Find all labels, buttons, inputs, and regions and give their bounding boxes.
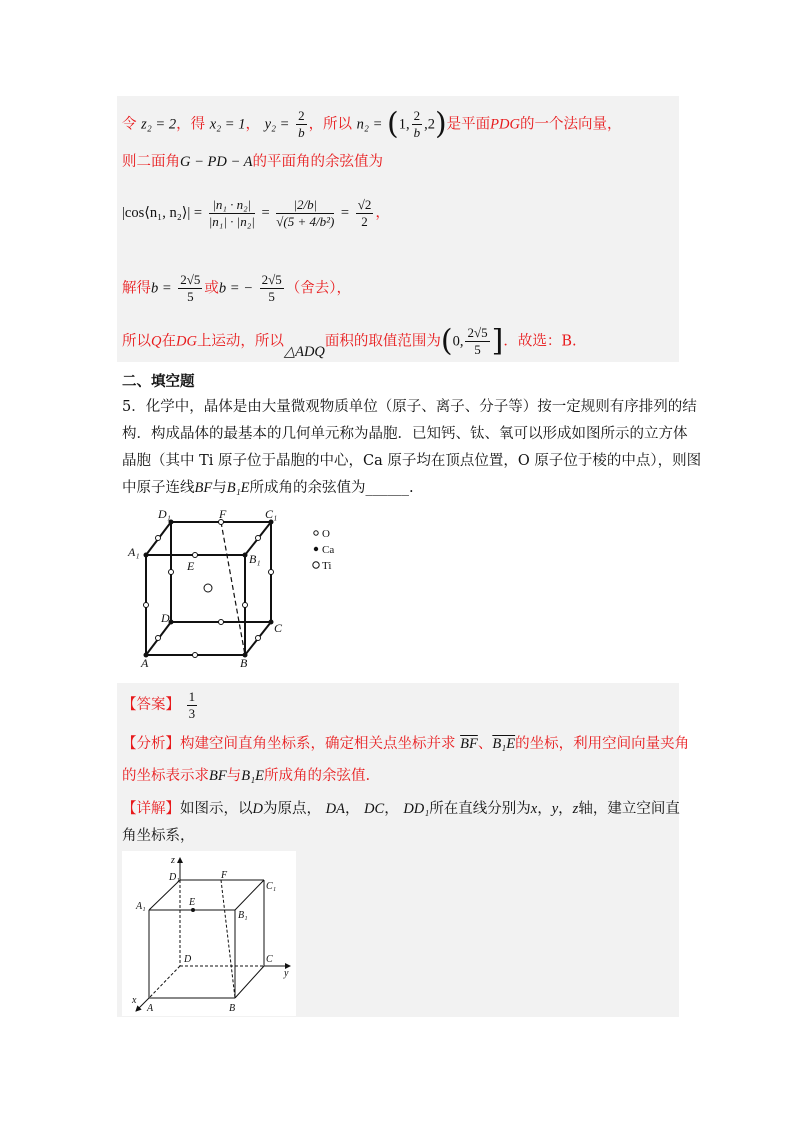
segment-name: BF (209, 768, 227, 784)
label-A: A (147, 1003, 154, 1014)
label-C1: C₁ (266, 881, 277, 892)
detail-line-2: 角坐标系， (122, 828, 195, 844)
segment-name: DD₁ (403, 801, 430, 817)
denominator: √(5 + 4/b²) (276, 213, 335, 229)
vector: $\overline{BF}$ (460, 736, 478, 752)
text: 轴，建立空间直 (578, 801, 680, 817)
label-D: D (184, 954, 192, 965)
equation: x₂ = 1 (209, 116, 246, 133)
text: 所在直线分别为 (429, 801, 531, 817)
analysis-line-1 (122, 734, 689, 754)
text: 的坐标表示求 (122, 768, 209, 784)
fraction (465, 325, 489, 358)
text: 所成角的余弦值. (263, 768, 371, 784)
label-F: F (219, 507, 227, 521)
vector-component: ,2 (424, 116, 435, 133)
text: 则二面角 (122, 154, 180, 170)
vector: B₁E (492, 736, 516, 752)
legend-Ti: Ti (322, 560, 332, 572)
equals: = (261, 205, 270, 221)
text: 解得 (122, 280, 151, 297)
denominator: 5 (474, 342, 481, 357)
question-line-3: 晶胞（其中 Ti 原子位于晶胞的中心，Ca 原子均在顶点位置，O 原子位于棱的中点），则图 (122, 453, 702, 469)
text: （舍去）， (285, 280, 351, 297)
vector-component: 1, (398, 116, 410, 133)
answer-tag: 【答案】 (122, 697, 180, 713)
numerator: 2√5 (261, 272, 282, 287)
solution-line-2 (122, 152, 383, 172)
question-line-1: 5．化学中，晶体是由大量微观物质单位（原子、离子、分子等）按一定规则有序排列的结 (122, 399, 697, 415)
equation: y₂ = (264, 116, 290, 133)
axis-name: y (551, 801, 559, 817)
text: 或 (204, 280, 219, 297)
axis-label-x: x (132, 995, 137, 1006)
numerator: 2 (298, 108, 305, 123)
numerator: 2√5 (467, 325, 488, 340)
segment-name: BF (194, 480, 213, 496)
label-E: E (189, 897, 196, 908)
legend (313, 528, 335, 572)
text: 上运动，所以 (196, 333, 284, 350)
numerator: 2 (413, 108, 421, 123)
text: 在 (161, 333, 176, 350)
denominator: |n₁| · |n₂| (208, 213, 255, 229)
text: 构建空间直角坐标系，确定相关点坐标并求 (180, 736, 456, 752)
label-C: C (274, 621, 283, 635)
label-A: A (141, 656, 149, 670)
text: 所成角的余弦值为______. (249, 480, 414, 496)
answer-line (122, 687, 199, 723)
label-B1: B₁ (238, 910, 248, 921)
equation: |cos⟨n₁, n₂⟩| = (122, 205, 203, 221)
fraction (412, 108, 423, 141)
solution-line-1 (122, 108, 621, 141)
label-B: B (229, 1003, 236, 1014)
text: 中原子连线 (122, 480, 195, 496)
fraction (178, 272, 202, 305)
solution-line-4 (122, 272, 351, 305)
bracket: ] (491, 323, 504, 359)
range-start: 0, (452, 333, 464, 350)
label-B1: B₁ (249, 552, 261, 566)
solution-line-5 (122, 325, 577, 358)
fraction (209, 197, 255, 230)
coordinate-cube-figure (122, 851, 296, 1016)
axis-label-y: y (284, 968, 289, 979)
label-E: E (187, 559, 195, 573)
numerator: |2/b| (276, 197, 334, 214)
question-line-4 (122, 478, 414, 498)
legend-O: O (322, 528, 330, 540)
triangle-name: △ADQ (283, 343, 325, 360)
equation: b = − (218, 280, 253, 297)
detail-line-1 (122, 799, 680, 819)
text: ， (245, 116, 260, 133)
fraction (356, 197, 374, 230)
numerator: 1 (188, 688, 196, 704)
label-F: F (221, 870, 228, 881)
question-line-2: 构．构成晶体的最基本的几何单元称为晶胞．已知钙、钛、氧可以形成如图所示的立方体 (122, 426, 688, 442)
paren: ) (434, 106, 447, 142)
axis-name: x (530, 801, 538, 817)
crystal-cell-figure (120, 505, 370, 675)
vector: n₂ = (356, 116, 383, 133)
text: 如图示，以 (180, 801, 253, 817)
text: 所以 (122, 333, 151, 350)
text: 的一个法向量， (519, 116, 622, 133)
point-name: Q (151, 333, 162, 350)
denominator: b (413, 125, 421, 140)
legend-Ca: Ca (322, 544, 335, 556)
label-D1: D₁ (158, 507, 171, 521)
fraction (296, 108, 307, 141)
segment-name: B₁E (241, 768, 264, 784)
detail-tag: 【详解】 (122, 801, 180, 817)
numerator: √2 (357, 196, 372, 212)
angle-name: G − PD − A (180, 154, 253, 170)
text: ， (375, 205, 390, 221)
denominator: 2 (361, 213, 368, 229)
equation: b = (151, 280, 172, 297)
analysis-tag: 【分析】 (122, 736, 180, 752)
text: ， (344, 801, 360, 817)
text: ， (384, 801, 399, 817)
text: 面积的取值范围为 (324, 333, 441, 350)
label-A1: A₁ (136, 901, 146, 912)
paren: ( (440, 323, 453, 359)
text: 的平面角的余弦值为 (252, 154, 383, 170)
numerator: 2√5 (180, 272, 201, 287)
axis-name: z (572, 801, 579, 817)
text: ，所以 (308, 116, 353, 133)
denominator: b (298, 125, 305, 140)
label-D: D (161, 611, 170, 625)
section-title: 二、填空题 (122, 374, 195, 390)
equals: = (340, 205, 350, 221)
numerator: |n₁ · n₂| (209, 197, 255, 214)
text: ， (558, 801, 573, 817)
label-C1: C₁ (265, 507, 278, 521)
solution-line-3 (122, 183, 390, 243)
label-A1: A₁ (128, 545, 140, 559)
text: ，得 (176, 116, 206, 133)
point-name: D (252, 801, 263, 817)
label-C: C (266, 954, 273, 965)
text: 的坐标，利用空间向量夹角 (515, 736, 690, 752)
text: ．故选：B. (503, 333, 577, 350)
segment-name: DC (364, 801, 385, 817)
text: 与 (212, 480, 227, 496)
text: 与 (226, 768, 242, 784)
analysis-line-2 (122, 766, 370, 786)
text: ， (537, 801, 552, 817)
fraction (260, 272, 284, 305)
denominator: 5 (187, 289, 194, 304)
segment-name: DG (175, 333, 197, 350)
segment-name: B₁E (226, 480, 250, 496)
fraction (276, 197, 334, 230)
text: 令 (122, 116, 137, 133)
axis-label-z: z (171, 855, 175, 866)
paren: ( (386, 106, 399, 142)
label-B: B (240, 656, 248, 670)
text: 是平面 (446, 116, 491, 133)
plane-name: PDG (490, 116, 520, 133)
denominator: 5 (268, 289, 275, 304)
text: 为原点， (262, 801, 321, 817)
denominator: 3 (188, 705, 196, 721)
segment-name: DA (325, 801, 345, 817)
label-D1: D₁ (169, 872, 180, 883)
answer-fraction (187, 689, 198, 722)
equation: z₂ = 2 (141, 116, 177, 133)
text: 、 (477, 736, 493, 752)
